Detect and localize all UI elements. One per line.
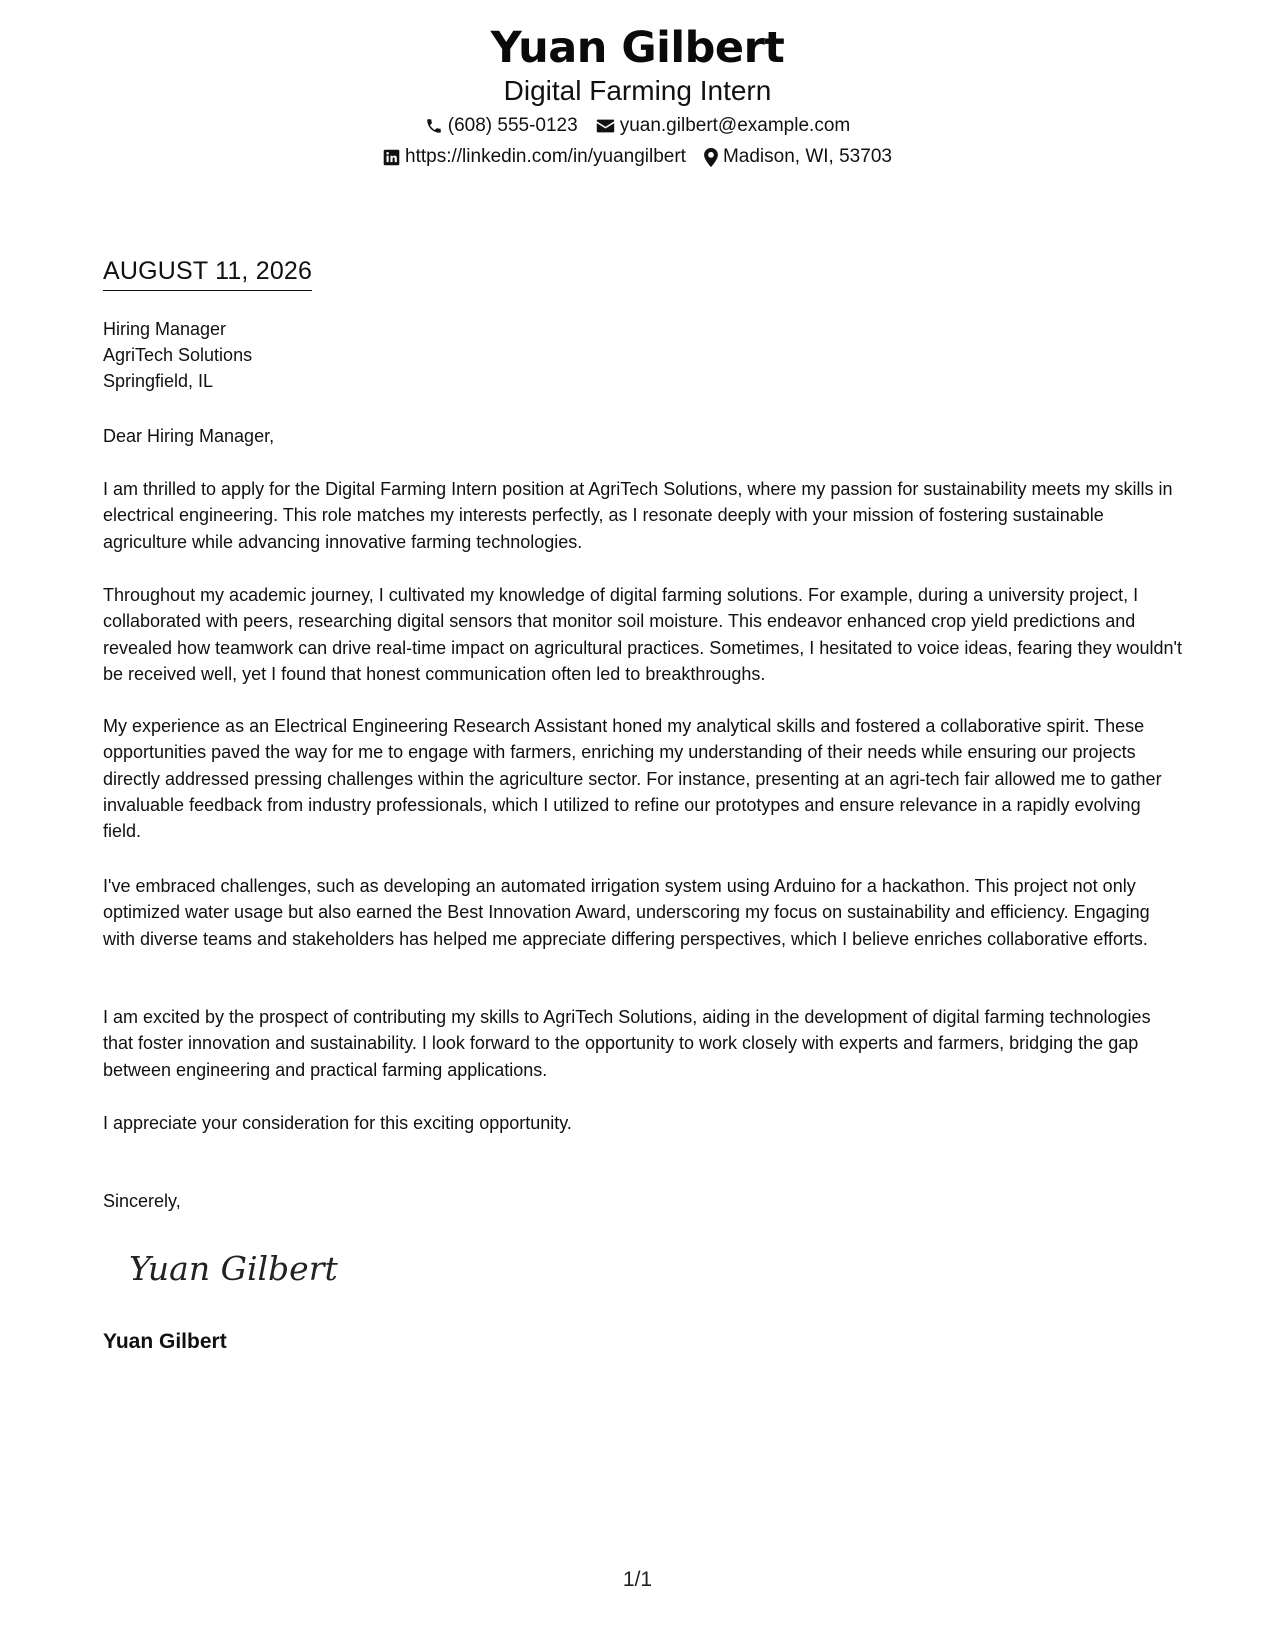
body-paragraph: Throughout my academic journey, I cultivated my knowledge of digital farming solutions. For example, during a university project, I collaborated with peers, researching digital sensors that monitor soil moisture. This endeavor enhanced crop yield predictions and revealed how teamwork can drive real-time impact on agricultural practices. Sometimes, I hesitated to voice ideas, fearing they wouldn't be received well, yet I found that honest communication often led to breakthroughs. <box>103 585 1182 684</box>
signer-name: Yuan Gilbert <box>103 1330 227 1353</box>
envelope-icon <box>596 118 615 134</box>
recipient-line: AgriTech Solutions <box>103 345 253 365</box>
contact-location <box>704 144 892 170</box>
handwritten-signature <box>125 1240 345 1300</box>
contact-row-secondary <box>0 144 1275 170</box>
body-paragraph: I am thrilled to apply for the Digital Farming Intern position at AgriTech Solutions, where my passion for sustainability meets my skills in electrical engineering. This role matches my interests perfectly, as I resonate deeply with your mission of fostering sustainable agriculture while advancing innovative farming technologies. <box>103 479 1173 552</box>
contact-linkedin[interactable] <box>383 144 686 170</box>
body-paragraph: I appreciate your consideration for this exciting opportunity. <box>103 1113 572 1133</box>
email-text[interactable]: yuan.gilbert@example.com <box>619 115 851 136</box>
signature-text: Yuan Gilbert <box>129 1249 338 1288</box>
phone-icon <box>425 117 443 135</box>
contact-row-primary <box>0 113 1275 139</box>
recipient-line: Springfield, IL <box>103 371 214 391</box>
applicant-name: Yuan Gilbert <box>490 23 785 73</box>
letter-header <box>0 22 1275 170</box>
linkedin-icon <box>383 149 400 166</box>
location-text: Madison, WI, 53703 <box>722 146 892 167</box>
body-paragraph: I am excited by the prospect of contributing my skills to AgriTech Solutions, aiding in the development of digital farming technologies that foster innovation and sustainability. I look forward to the opportunity to work closely with experts and farmers, bridging the gap between engineering and practical farming applications. <box>103 1007 1151 1080</box>
body-paragraph: I've embraced challenges, such as developing an automated irrigation system using Arduino for a hackathon. This project not only optimized water usage but also earned the Best Innovation Award, underscoring my focus on sustainability and efficiency. Engaging with diverse teams and stakeholders has helped me appreciate differing perspectives, which I believe enriches collaborative efforts. <box>103 876 1150 949</box>
contact-phone <box>425 113 578 139</box>
salutation: Dear Hiring Manager, <box>103 426 275 446</box>
phone-text: (608) 555-0123 <box>447 115 578 136</box>
letter-date: AUGUST 11, 2026 <box>103 256 312 291</box>
contact-email[interactable] <box>596 113 851 139</box>
linkedin-text[interactable]: https://linkedin.com/in/yuangilbert <box>405 146 686 167</box>
recipient-line: Hiring Manager <box>103 319 227 339</box>
applicant-title: Digital Farming Intern <box>503 75 772 106</box>
map-pin-icon <box>704 148 718 167</box>
closing: Sincerely, <box>103 1191 181 1211</box>
body-paragraph: My experience as an Electrical Engineering Research Assistant honed my analytical skills and fostered a collaborative spirit. These opportunities paved the way for me to engage with farmers, enriching my understanding of their needs while ensuring our projects directly addressed pressing challenges within the agriculture sector. For instance, presenting at an agri-tech fair allowed me to gather invaluable feedback from industry professionals, which I utilized to refine our prototypes and ensure relevance in a rapidly evolving field. <box>103 716 1162 842</box>
page-indicator: 1/1 <box>622 1568 653 1591</box>
recipient-block <box>103 316 1183 394</box>
